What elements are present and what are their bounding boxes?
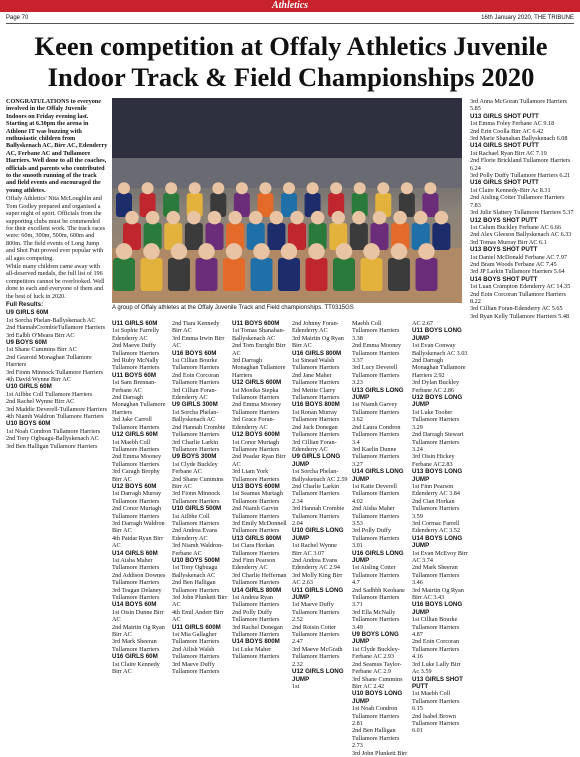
article-body-paragraph: While many children came away with all-deserved medals, the full list of 196 competitors cannot be overlooked. Well done to each and everyone of them and the best of luck in 2020.	[6, 262, 105, 300]
result-entry: Maebh Coll Tullamore Harriers 3.38	[352, 320, 400, 342]
result-entry: 3rd John Plunkett Birr AC	[172, 594, 228, 609]
person-head	[307, 182, 319, 194]
result-entry: 2nd Shane Cummins Birr AC	[172, 475, 224, 490]
result-entry: 3rd Molly King Birr AC 2.63	[292, 571, 343, 587]
result-entry: 1st Sinead Walsh Tullamore Harriers	[292, 357, 340, 372]
result-entry: 3rd Emma Irwin Birr AC	[172, 334, 225, 350]
results-column	[470, 98, 574, 728]
result-entry: 2nd Ben Halligan Tullamore Harriers 2.73	[352, 727, 400, 750]
person-head	[198, 243, 215, 260]
event-heading: U16 BOYS 800M	[292, 401, 340, 409]
result-entry: 2nd Bram Woods Ferbane AC 7.45	[470, 260, 557, 268]
event-heading: U14 GIRLS 800M	[232, 586, 282, 594]
result-entry: 2nd Eoin Corcoran Tullamore Harriers 8.22	[470, 290, 566, 305]
person-head	[226, 243, 243, 260]
results-list	[6, 309, 108, 450]
header-rule	[6, 23, 574, 24]
event-heading: U16 BOYS LONG JUMP	[412, 601, 463, 616]
event-heading: U16 GIRLS SHOT PUTT	[470, 179, 539, 187]
result-entry: 2nd Conor Murtagh Tullamore Harriers	[112, 505, 162, 520]
person-head	[165, 182, 177, 194]
person-figure	[306, 258, 328, 291]
result-entry: 1st Tomas Shanahan-Ballyskenach AC	[232, 327, 285, 342]
event-heading: U10 GIRLS 60M	[6, 383, 52, 391]
person-head	[414, 211, 428, 225]
person-head	[249, 211, 263, 225]
event-heading: U11 GIRLS 600M	[172, 623, 221, 631]
person-head	[116, 243, 133, 260]
result-entry: 2nd Darragh Stewart Tullamore Harriers 3.24	[412, 431, 464, 453]
person-figure	[251, 258, 273, 291]
result-entry: 1st Clyde Buckley Ferbane AC	[172, 460, 218, 476]
person-head	[393, 211, 407, 225]
person-head	[401, 182, 413, 194]
event-heading: U11 GIRLS LONG JUMP	[292, 586, 344, 602]
result-entry: 3rd Shane Cummins Birr AC 2.42	[352, 675, 403, 690]
person-figure	[416, 258, 438, 291]
person-figure	[350, 223, 368, 250]
result-entry: 1st Tony Ogbuagu Ballyskenach AC	[172, 564, 218, 579]
result-entry: 2nd Tony Ogbuagu-Ballyskenach AC	[6, 435, 99, 443]
event-heading: U9 BOYS 60M	[6, 339, 47, 346]
result-entry: 1st Katie Deverell Tullamore Harriers 4.02	[352, 482, 400, 505]
result-entry: 2nd Aisling Cotter Tullamore Harriers 7.83	[470, 194, 565, 209]
result-entry: 2nd Seamus Taylor-Ferbane AC 2.9	[352, 660, 402, 676]
person-figure	[388, 258, 410, 291]
result-entry: 1st Cillian Bourke Tullamore Harriers	[172, 357, 220, 372]
event-heading: U13 BOYS 600M	[232, 482, 280, 490]
result-entry: 1st Luan Crampton Edenderry AC 14.35	[470, 283, 571, 291]
event-heading: U10 GIRLS 500M	[172, 505, 222, 513]
result-entry: 2nd Roisin Cotter Tullamore Harriers 2.47	[292, 623, 340, 646]
result-entry: 1st Niamh Garvey Tullamore Harriers 3.62	[352, 401, 400, 424]
result-entry: 2nd Charlie Larkin Tullamore Harriers 2.34	[292, 482, 340, 505]
event-heading: U16 BOYS 60M	[172, 349, 217, 357]
event-heading: U12 GIRLS 600M	[232, 379, 282, 387]
result-entry: 3rd Maeve Duffy Tullamore Harriers	[172, 660, 220, 676]
article-intro: CONGRATULATIONS to everyone involved in the Offaly Juvenile Indoors on Friday evening last. Starting at 6.30pm the arena in Athlone IT was buzzing with enthusiastic children from Ballyskenach AC, Birr AC, Edenderry AC, Ferbane AC and Tullamore Harriers. Well done to all the coaches, officials and parents who contributed to the smooth running of the track and field events and encouraged the young athletes.	[6, 98, 108, 194]
result-entry: 2nd Hannah Crombie Tullamore Harriers	[172, 423, 226, 439]
person-figure	[141, 258, 163, 291]
result-entry: 3rd Jake Carroll Tullamore Harriers	[112, 416, 160, 431]
results-heading: Full Results:	[6, 300, 44, 308]
results-column	[112, 320, 168, 730]
event-heading: U14 BOYS 800M	[232, 638, 280, 646]
result-entry: 1st Shane Cummins Birr AC	[6, 346, 77, 354]
person-head	[308, 243, 325, 260]
person-head	[228, 211, 242, 225]
result-entry: 2nd Sadhbh Keohane Tullamore Harriers 3.71	[352, 586, 405, 609]
result-entry: 3rd Cillian Foran-Edenderry AC	[292, 438, 337, 453]
event-heading: U12 GIRLS 60M	[112, 431, 158, 439]
result-entry: 2nd Eoin Corcoran Tullamore Harriers 4.16	[412, 638, 460, 661]
result-entry: 2nd Alex Gleeson Ballyskenach AC 6.33	[470, 231, 572, 239]
event-heading: U11 BOYS 60M	[112, 371, 157, 379]
result-entry: 3rd Cormac Farrell Edenderry AC 3.52	[412, 519, 460, 535]
result-entry: 1st Noah Condron Tullamore Harriers 2.81	[352, 705, 400, 727]
result-entry: 1st Ciara Horkan Tullamore Harriers	[232, 542, 280, 557]
result-entry: 2nd Addison Downes Tullamore Harriers	[112, 571, 166, 587]
result-entry: 2nd Cian Horkan Tullamore Harriers 3.59	[412, 497, 460, 520]
result-entry: 3rd Maddie Deverell-Tullamore Harriers	[6, 405, 107, 413]
result-entry: 3rd Ealbh O'Meara Birr AC	[6, 331, 75, 339]
result-entry: 3rd Anna McGoran Tullamore Harriers 5.85	[470, 98, 567, 113]
results-column	[232, 320, 288, 730]
article-body-paragraph: Offaly Athletics' Nita McLoughlin and Tom Godley prepared and organised a super night of sport. Officials from the supporting clubs must be commended for their excellent work. The track races were: 60m, 300m, 500m, 600m and 800m. The field events of Long Jump and Shot Putt proved ever popular with all ages competing.	[6, 195, 106, 262]
result-entry: 2nd Johnny Foran-Edenderry AC	[292, 320, 339, 335]
person-head	[171, 243, 188, 260]
event-heading: U14 BOYS 60M	[112, 601, 157, 609]
event-heading: U13 GIRLS SHOT PUTT	[412, 675, 463, 690]
result-entry: 1st Maebh Coll Tullamore Harriers	[112, 438, 160, 453]
result-entry: 2nd Tom Enright Birr AC	[232, 342, 286, 357]
result-entry: 2nd HannahCrombieTullamore Harriers	[6, 324, 106, 332]
result-entry: 2nd Emma Mooney Tullamore Harriers	[112, 453, 162, 468]
result-entry: 3rd Cillian Foran-Edenderry AC	[172, 386, 217, 402]
result-entry: 3rd Liam York Tullamore Harriers	[232, 468, 280, 483]
person-head	[259, 182, 271, 194]
event-heading: U16 GIRLS LONG JUMP	[352, 549, 404, 564]
result-entry: 4th Paidar Ryan Birr AC	[112, 534, 164, 550]
result-entry: 1st Andrea Ryan Tullamore Harriers	[232, 594, 280, 609]
person-head	[270, 211, 284, 225]
event-heading: U14 GIRLS LONG JUMP	[352, 468, 404, 483]
person-figure	[113, 258, 135, 291]
result-entry: 1st Evan McEvoy Birr AC 3.74	[412, 549, 468, 564]
result-entry: 3rd Emily McDonnell Tullamore Harriers	[232, 519, 287, 535]
person-head	[189, 182, 201, 194]
person-figure	[267, 223, 285, 250]
result-entry: 3rd Lucy Deverell Tullamore Harriers 3.23	[352, 364, 400, 387]
event-heading: U12 BOYS 60M	[112, 482, 157, 490]
result-entry: 3rd Mairtin Og Ryan Birr AC 3.43	[412, 586, 464, 602]
event-heading: U14 BOYS SHOT PUTT	[470, 275, 538, 283]
result-entry: 3rd Mettie Clarry Tullamore Harriers	[292, 386, 340, 402]
event-heading: U14 GIRLS SHOT PUTT	[470, 142, 539, 150]
result-entry: 1st Claire Kennedy Birr AC	[112, 660, 160, 676]
person-head	[125, 211, 139, 225]
section-banner	[0, 0, 580, 12]
person-head	[377, 182, 389, 194]
result-entry: 1st Aisling Cotter Tullamore Harriers 4.7	[352, 564, 400, 587]
results-column	[352, 320, 408, 757]
event-heading: U9 GIRLS 60M	[6, 309, 49, 317]
event-heading: U13 GIRLS 800M	[232, 534, 282, 542]
person-figure	[185, 223, 203, 250]
event-heading: U11 BOYS 600M	[232, 320, 280, 327]
result-entry: 1st Darragh Murray Tullamore Harriers	[112, 490, 162, 505]
section-title: Athletics	[271, 0, 309, 11]
result-entry: 3rd Mark Sheeran Tullamore Harriers	[112, 638, 160, 653]
result-entry: 2nd Jack Donegan Tullamore Harriers	[292, 423, 340, 439]
person-head	[336, 243, 353, 260]
result-entry: 4th Emil Anderr Birr AC	[172, 608, 224, 624]
event-heading: U16 GIRLS 60M	[112, 653, 158, 661]
event-heading: U13 BOYS SHOT PUTT	[470, 246, 538, 254]
event-heading: U12 BOYS 600M	[232, 431, 280, 439]
person-head	[332, 211, 346, 225]
event-heading: U10 BOYS 60M	[6, 420, 51, 428]
event-heading: U10 GIRLS LONG JUMP	[292, 527, 344, 542]
result-entry: 1st Rachael Ryan Birr AC 7.19	[470, 149, 547, 157]
result-entry: 1st Ailbhe Coll Tullamore Harriers	[172, 512, 220, 527]
result-entry: 1st Sophie Farrelly Edenderry AC	[112, 327, 160, 342]
result-entry: 1st Ailbhe Coll Tullamore Harriers	[6, 390, 93, 398]
result-entry: 3rd Ruby McNally Tullamore Harriers	[112, 357, 160, 372]
event-heading: U12 GIRLS LONG JUMP	[292, 668, 344, 683]
photo-illustration	[112, 98, 462, 303]
issue-date: 16th January 2020, THE TRIBUNE	[481, 15, 574, 21]
event-heading: U9 GIRLS LONG JUMP	[292, 453, 341, 468]
result-entry: 3rd John Plunkett Birr	[352, 749, 408, 757]
result-entry: 2nd Peadar Ryan Birr AC	[232, 453, 286, 468]
result-entry: 1st Daniel McDonald Ferbane AC 7.97	[470, 253, 567, 261]
result-entry: 3rd Cillian Foran-Edenderry AC 5.65	[470, 305, 563, 313]
person-head	[290, 211, 304, 225]
result-entry: 1st Luke Maher Tullamore Harriers	[232, 645, 280, 661]
result-entry: 3rd Grace Foran-Edenderry AC	[232, 416, 275, 431]
person-head	[143, 243, 160, 260]
result-entry: 3rd Darragh Waldron Birr AC	[112, 519, 165, 535]
person-figure	[361, 258, 383, 291]
person-figure	[432, 223, 450, 250]
result-entry: 2nd Laura Condron Tullamore Harriers 3.4	[352, 423, 401, 446]
result-entry: 3rd Luke Lally Birr Ac 3.59	[412, 660, 461, 676]
result-entry: 1st Rachel Wynne Birr AC 3.07	[292, 542, 337, 557]
result-entry: 1st Seamus Murtagh Tullamore Harriers	[232, 490, 283, 505]
result-entry: 3rd Julie Slattery Tullamore Harriers 5.37	[470, 209, 574, 217]
person-head	[208, 211, 222, 225]
result-entry: 2nd Polly Duffy Tullamore Harriers	[232, 608, 280, 624]
result-entry: 3rd Niamh Waldron-Ferbane AC	[172, 542, 224, 557]
result-entry: 2nd Darragh Monaghan Tullamore Harriers 2.92	[412, 357, 466, 379]
result-entry: 2nd Darragh Monaghan Tullamore Harriers	[112, 394, 166, 416]
result-entry: 4th Niamh Waldron Tullamore Harriers	[6, 413, 104, 421]
result-entry: 3rd Polly Duffy Tullamore Harriers 3.01	[352, 527, 400, 550]
result-entry: 1st Calum Buckley Ferbane AC 6.66	[470, 223, 562, 231]
result-entry: 1st Sorcha Phelan-Ballyskenach AC 2.59	[292, 468, 348, 483]
person-figure	[168, 258, 190, 291]
person-head	[330, 182, 342, 194]
result-entry: 1st Emma Foley Ferbane AC 9.18	[470, 120, 555, 128]
event-heading: U9 BOYS 300M	[172, 453, 217, 461]
person-head	[212, 182, 224, 194]
photo-caption: A group of Offaly athletes at the Offaly Juvenile Track and Field championships. TT0315GS	[112, 305, 354, 311]
event-heading: U13 GIRLS LONG JUMP	[352, 386, 404, 402]
intro-column	[6, 98, 108, 728]
person-head	[435, 211, 449, 225]
person-head	[418, 243, 435, 260]
event-heading: U13 BOYS LONG JUMP	[412, 468, 463, 483]
person-head	[283, 182, 295, 194]
event-heading: U16 GIRLS 800M	[292, 349, 342, 357]
result-entry: 1st Sorcha Phelan-Ballyskenach AC	[172, 408, 219, 424]
result-entry: 2nd Eoin Corcoran Tullamore Harriers	[172, 371, 220, 387]
person-head	[146, 211, 160, 225]
result-entry: 3rd Darragh Monaghan Tullamore Harriers	[232, 357, 286, 379]
person-head	[352, 211, 366, 225]
result-entry: 1st Monika Stepka Tullamore Harriers	[232, 386, 280, 402]
person-figure	[196, 258, 218, 291]
result-entry: 2nd Jane Maher Tullamore Harriers	[292, 371, 340, 387]
result-entry: 3rd Hannah Crombie Tullamore Harriers 2.04	[292, 505, 345, 527]
result-entry: 2nd Erin Coolla Birr AC 6.42	[470, 127, 544, 135]
result-entry: 2nd Mairtin Og Ryan Birr AC	[112, 623, 165, 639]
result-entry: 2nd Niamh Garvin Tullamore Harriers	[232, 505, 280, 520]
result-entry: 1st Mia Gallagher Tullamore Harriers	[172, 631, 220, 646]
result-entry: 1st Ronan Murray Tullamore Harriers	[292, 408, 340, 424]
result-entry: 3rd Marie Shanahan Ballyskenach 6.08	[470, 135, 568, 143]
event-heading: U11 BOYS LONG JUMP	[412, 327, 462, 342]
result-entry: 2nd Finn Pearson Edenderry AC	[232, 557, 276, 572]
event-heading: U13 GIRLS SHOT PUTT	[470, 112, 539, 120]
result-entry: 3rd Fionn Minnock Tullamore Harriers	[6, 368, 103, 376]
event-heading: U9 GIRLS 300M	[172, 401, 218, 409]
results-column	[412, 320, 468, 735]
result-entry: 1st Noah Condron Tullamore Harriers	[6, 427, 101, 435]
result-entry: 3rd Tomas Murray Birr AC 6.1	[470, 238, 547, 246]
result-entry: 1st Maebh Coll Tullamore Harriers 6.15	[412, 690, 460, 713]
result-entry: 2nd Emma Mooney Tullamore Harriers	[232, 401, 282, 416]
result-entry: 2nd Florie Brickland Tullamore Harriers 6.24	[470, 157, 571, 172]
result-entry: 1st Sorcha Phelan-Ballyskenach AC	[6, 316, 96, 324]
result-entry: 3rd Ella McNally Tullamore Harriers 3.49	[352, 608, 400, 631]
event-heading: U14 BOYS LONG JUMP	[412, 534, 463, 550]
person-head	[142, 182, 154, 194]
result-entry: 4th David Wynne Birr AC	[6, 376, 71, 384]
event-heading: U12 BOYS LONG JUMP	[412, 394, 463, 409]
result-entry: 1st Evan Conway Ballyskenach AC 3.03	[412, 342, 468, 357]
event-heading: U10 BOYS 500M	[172, 557, 220, 564]
result-entry: 3rd Dylan Buckley Ferbane AC 2.86	[412, 379, 460, 394]
result-entry: 3rd Oisin Hickey Ferbane AC2.83	[412, 453, 455, 468]
result-entry: 3rd Charlie Larkin Tullamore Harriers	[172, 438, 220, 453]
result-entry: 3rd Kaelin Dunne Tullamore Harriers 3.27	[352, 445, 400, 468]
result-entry: 3rd Maeve McGrath Tullamore Harriers 2.32	[292, 645, 343, 668]
article-headline: Keen competition at Offaly Athletics Juvenile Indoor Track & Field Championships 2020	[34, 31, 548, 92]
person-head	[236, 182, 248, 194]
result-entry: 1st Oisin Dunne Birr AC	[112, 608, 164, 624]
result-entry: 2nd Aisha Maher Tullamore Harriers 3.53	[352, 505, 400, 527]
result-entry: 2nd Tiara Kennedy Birr AC	[172, 320, 220, 335]
result-entry: 3rd Fionn Minnock Tullamore Harriers	[172, 490, 221, 505]
person-head	[118, 182, 130, 194]
result-entry: 2nd Emma Mooney Tullamore Harriers 3.37	[352, 342, 402, 365]
person-head	[253, 243, 270, 260]
result-entry: 1st Clyde Buckley-Ferbane AC 2.93	[352, 645, 400, 661]
results-column	[172, 320, 228, 730]
person-figure	[333, 258, 355, 291]
result-entry: 2nd Isabel Brown Tullamore Harriers 6.01	[412, 712, 460, 735]
results-column	[292, 320, 348, 730]
result-entry: 2nd Rachel Wynne Birr AC	[6, 398, 75, 406]
result-entry: 3rd Teagan Delaney Tullamore Harriers	[112, 586, 162, 602]
event-heading: U12 BOYS SHOT PUTT	[470, 216, 538, 224]
person-head	[363, 243, 380, 260]
person-head	[311, 211, 325, 225]
result-entry: 1st Claire Kennedy-Birr Ac 8.31	[470, 186, 551, 194]
person-figure	[223, 258, 245, 291]
result-entry: 3rd Ryan Kelly Tullamore Harriers 5.48	[470, 312, 570, 320]
result-entry: 3rd Ben Halligan Tullamore Harriers	[6, 442, 98, 450]
event-heading: U14 GIRLS 60M	[112, 549, 158, 557]
page-number: Page 70	[6, 15, 29, 21]
person-head	[391, 243, 408, 260]
result-entry: 1st Cillian Bourke Tullamore Harriers 4.87	[412, 616, 460, 639]
person-head	[354, 182, 366, 194]
event-heading: U11 GIRLS 60M	[112, 320, 158, 327]
result-entry: 2nd Ailish Walsh Tullamore Harriers	[172, 645, 220, 661]
result-entry: 3rd JP Larkin Tullamore Harriers 5.64	[470, 268, 565, 276]
person-head	[187, 211, 201, 225]
result-entry: 1st Aisha Maher Tullamore Harriers	[112, 557, 160, 572]
result-entry: 3rd Charlie Heffernan Tullamore Harriers	[232, 571, 287, 587]
result-entry: 3rd Mairtin Og Ryan Birr AC	[292, 334, 344, 350]
result-entry: 1st Sam Brennan-Ferbane AC	[112, 379, 157, 394]
person-head	[373, 211, 387, 225]
person-head	[281, 243, 298, 260]
result-entry: 3rd Rachel Donegan Tullamore Harriers	[232, 623, 283, 639]
person-figure	[278, 258, 300, 291]
person-head	[424, 182, 436, 194]
result-entry: 3rd Caragh Brophy Birr AC	[112, 468, 160, 483]
event-heading: U9 BOYS LONG JUMP	[352, 631, 399, 646]
event-heading: U10 BOYS LONG JUMP	[352, 690, 403, 705]
result-entry: 2nd Andrea Evans Edenderry AC 2.94	[292, 557, 340, 572]
result-entry: 1st Maeve Duffy Tullamore Harriers 2.52	[292, 601, 340, 624]
result-entry: 2nd Andrea Evans Edenderry AC	[172, 527, 218, 542]
result-entry: 1st Finn Pearson Edenderry AC 3.84	[412, 482, 460, 498]
person-head	[167, 211, 181, 225]
result-entry: 1st Conor Murtagh Tullamore Harriers	[232, 438, 280, 453]
result-entry: 1st	[292, 682, 300, 690]
result-entry: 2nd Maeve Duffy Tullamore Harriers	[112, 342, 160, 357]
result-entry: AC 2.67	[412, 320, 433, 327]
result-entry: 2nd Gearoid Monaghan Tullamore Harriers	[6, 353, 92, 369]
result-entry: 1st Luke Tooher Tullamore Harriers 3.29	[412, 408, 460, 431]
result-entry: 3rd Polly Duffy Tullamore Harriers 6.21	[470, 172, 571, 180]
result-entry: 2nd Mark Sheeran Tullamore Harriers 3.46	[412, 564, 460, 587]
result-entry: 2nd Ben Halligan Tullamore Harriers	[172, 579, 220, 594]
athletes-group-photo	[112, 98, 462, 303]
